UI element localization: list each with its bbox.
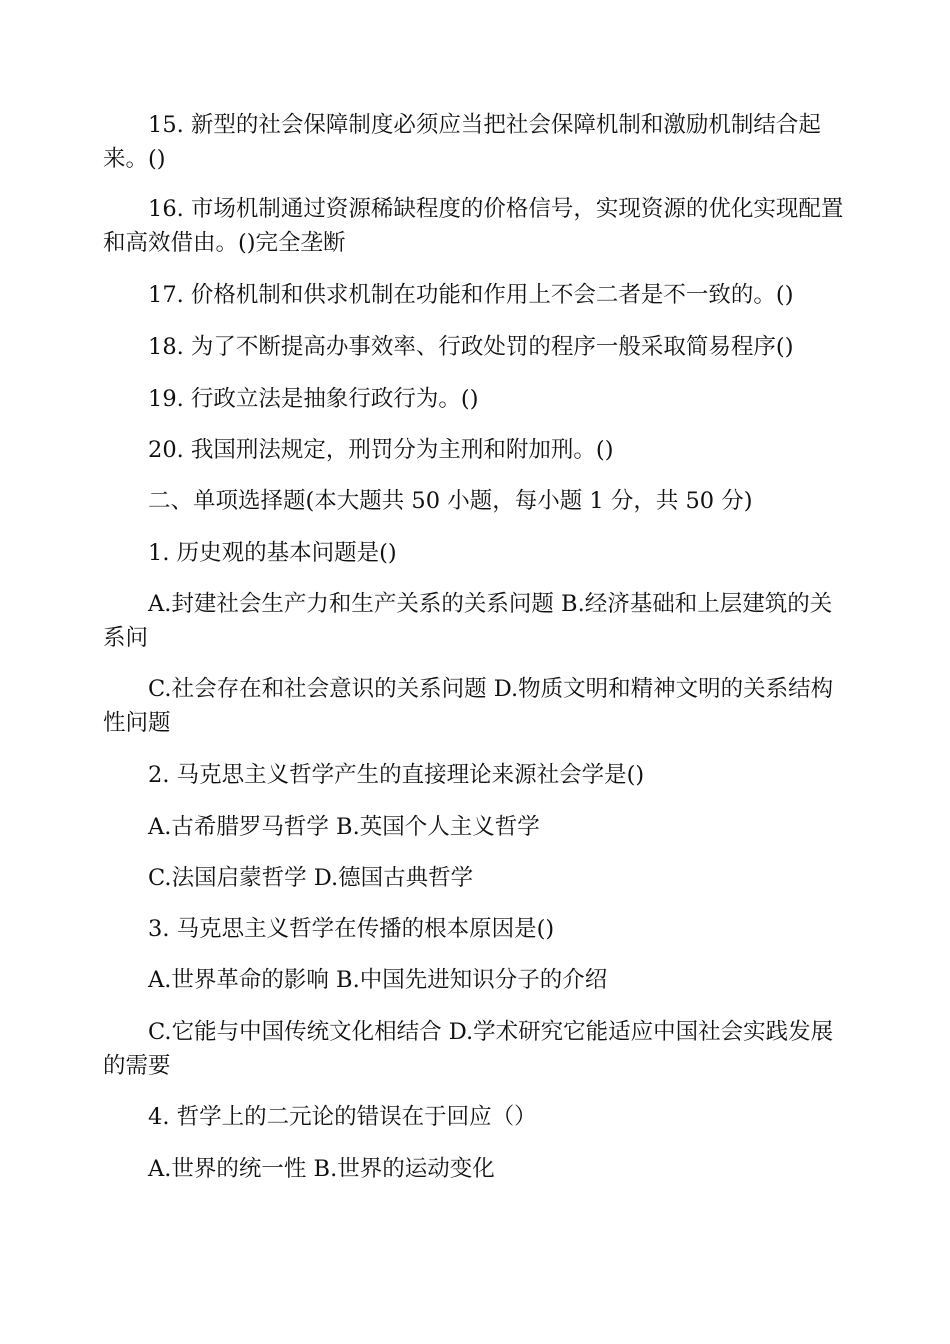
mc-question-3-options-ab: A.世界革命的影响 B.中国先进知识分子的介绍 [148, 967, 608, 993]
mc-question-2-options-cd: C.法国启蒙哲学 D.德国古典哲学 [148, 865, 474, 891]
mc-question-1-options-ab: A.封建社会生产力和生产关系的关系问题 B.经济基础和上层建筑的关系问 [103, 591, 833, 651]
mc-question-4: 4. 哲学上的二元论的错误在于回应（） [148, 1104, 537, 1130]
mc-question-2: 2. 马克思主义哲学产生的直接理论来源社会学是() [148, 762, 645, 788]
section-heading: 二、单项选择题(本大题共 50 小题，每小题 1 分，共 50 分) [148, 488, 753, 514]
question-20: 20. 我国刑法规定，刑罚分为主刑和附加刑。() [148, 437, 614, 463]
mc-question-3: 3. 马克思主义哲学在传播的根本原因是() [148, 916, 555, 942]
question-17: 17. 价格机制和供求机制在功能和作用上不会二者是不一致的。() [148, 282, 794, 308]
mc-question-4-options-ab: A.世界的统一性 B.世界的运动变化 [148, 1156, 495, 1182]
question-15: 15. 新型的社会保障制度必须应当把社会保障机制和激励机制结合起来。() [103, 112, 821, 172]
mc-question-3-options-cd: C.它能与中国传统文化相结合 D.学术研究它能适应中国社会实践发展的需要 [103, 1019, 834, 1079]
question-16: 16. 市场机制通过资源稀缺程度的价格信号，实现资源的优化实现配置和高效借由。()完全垄断 [103, 196, 844, 256]
mc-question-1: 1. 历史观的基本问题是() [148, 540, 397, 566]
question-18: 18. 为了不断提高办事效率、行政处罚的程序一般采取简易程序() [148, 334, 794, 360]
mc-question-2-options-ab: A.古希腊罗马哲学 B.英国个人主义哲学 [148, 814, 540, 840]
question-19: 19. 行政立法是抽象行政行为。() [148, 386, 479, 412]
mc-question-1-options-cd: C.社会存在和社会意识的关系问题 D.物质文明和精神文明的关系结构性问题 [103, 676, 834, 736]
